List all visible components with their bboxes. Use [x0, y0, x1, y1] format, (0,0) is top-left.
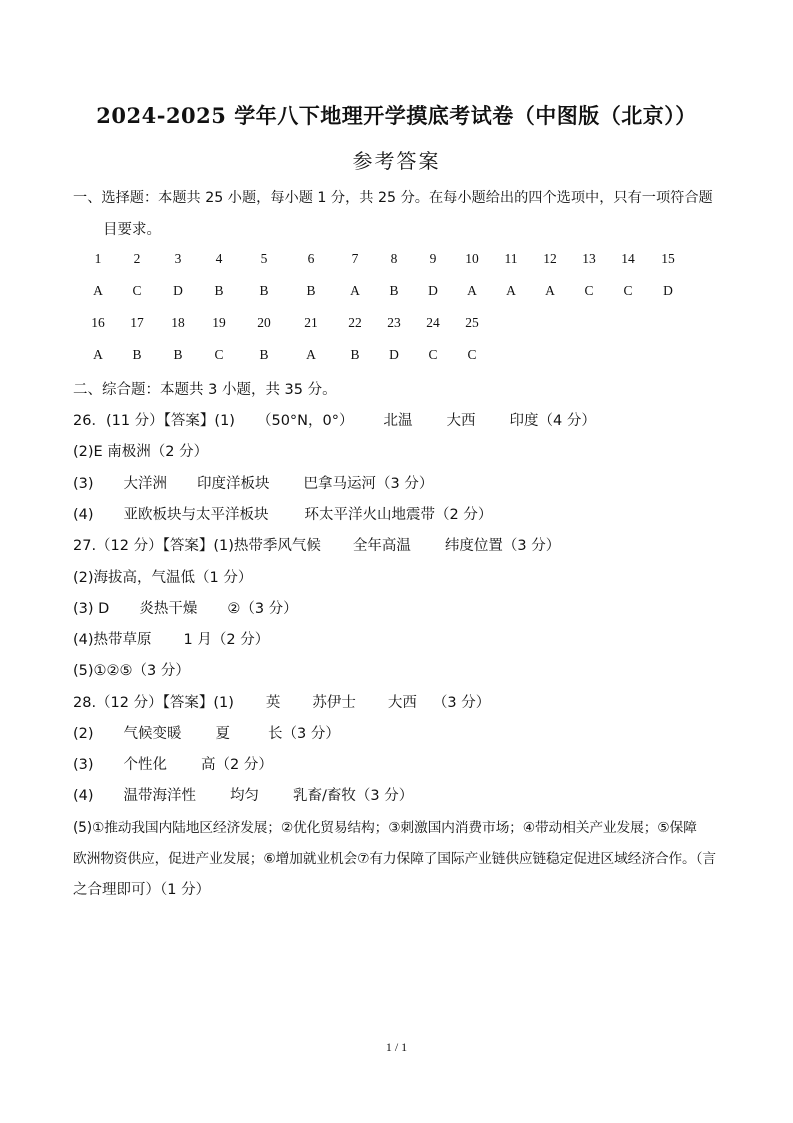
section2-heading: 二、综合题：本题共 3 小题，共 35 分。 — [73, 382, 337, 398]
section1-instructions-line2: 目要求。 — [103, 222, 161, 238]
q27-line3-label: (3) D — [73, 601, 110, 617]
q27-line3-part2: ②（3 分） — [227, 601, 298, 617]
q28-line3 — [73, 753, 273, 774]
question-number: 17 — [130, 315, 144, 330]
q27-line1 — [73, 534, 560, 555]
answer-letter: B — [259, 283, 269, 298]
q26-line4-part2: 环太平洋火山地震带（2 分） — [304, 507, 493, 523]
question-number: 11 — [504, 251, 518, 266]
answer-letter: B — [350, 347, 360, 362]
q28-part2: 苏伊士 — [312, 695, 356, 711]
q26-line4 — [73, 503, 492, 524]
section1-instructions-line1: 一、选择题：本题共 25 小题，每小题 1 分，共 25 分。在每小题给出的四个选项中，只有一项符合题 — [73, 190, 713, 206]
answer-letter: A — [93, 283, 103, 298]
answer-letter: B — [132, 347, 142, 362]
question-number: 8 — [390, 251, 398, 266]
question-number: 21 — [304, 315, 318, 330]
q28-line2-label: (2) — [73, 726, 94, 742]
q28-part4: （3 分） — [432, 695, 491, 711]
answer-letter: B — [214, 283, 224, 298]
question-number: 2 — [133, 251, 141, 266]
q26-answer-india: 印度（4 分） — [509, 413, 596, 429]
question-number: 14 — [621, 251, 635, 266]
q28-prefix: 28.（12 分）【答案】(1) — [73, 695, 234, 711]
answer-letter: C — [214, 347, 224, 362]
q28-line2-part2: 夏 — [215, 726, 231, 742]
question-number: 3 — [174, 251, 182, 266]
q27-part2: 纬度位置（3 分） — [444, 538, 561, 554]
q26-answer-zone: 北温 — [383, 413, 413, 429]
q28-line5b: 欧洲物资供应，促进产业发展；⑥增加就业机会⑦有力保障了国际产业链供应链稳定促进区域经济合作。（言 — [73, 851, 716, 867]
answer-letter: A — [350, 283, 360, 298]
question-number: 6 — [307, 251, 315, 266]
q26-line4-label: (4) — [73, 507, 94, 523]
q28-line5c: 之合理即可）（1 分） — [73, 882, 211, 898]
question-number: 19 — [212, 315, 226, 330]
document-subtitle: 参考答案 — [352, 149, 441, 173]
question-number: 13 — [582, 251, 596, 266]
q28-line3-label: (3) — [73, 757, 94, 773]
answer-letter: D — [428, 283, 438, 298]
answer-letter: D — [389, 347, 399, 362]
q26-line3-part3: 巴拿马运河（3 分） — [303, 476, 434, 492]
answer-letter: C — [584, 283, 594, 298]
answer-letter: A — [467, 283, 477, 298]
q27-line5: (5)①②⑤（3 分） — [73, 663, 190, 679]
question-number: 9 — [429, 251, 437, 266]
q28-line4-part3: 乳畜/畜牧（3 分） — [293, 788, 414, 804]
answer-letter: D — [663, 283, 673, 298]
page-number: 1 / 1 — [385, 1040, 408, 1054]
question-number: 16 — [91, 315, 105, 330]
q28-line3-part2: 高（2 分） — [201, 757, 273, 773]
q26-answer-coord: （50°N，0°） — [256, 413, 354, 429]
q28-line3-part1: 个性化 — [123, 757, 168, 773]
q28-line4-label: (4) — [73, 788, 94, 804]
answer-letter: B — [389, 283, 399, 298]
question-number: 12 — [543, 251, 557, 266]
q27-line4-label: (4)热带草原 — [73, 632, 152, 648]
q28-line4-part2: 均匀 — [230, 788, 260, 804]
question-number: 23 — [387, 315, 401, 330]
answer-letter: B — [306, 283, 316, 298]
q26-line3 — [73, 472, 433, 493]
question-number: 1 — [94, 251, 102, 266]
answer-letter: A — [93, 347, 103, 362]
question-number: 5 — [260, 251, 268, 266]
q28-part3: 大西 — [387, 695, 417, 711]
q26-line3-part2: 印度洋板块 — [197, 476, 270, 492]
question-number: 22 — [348, 315, 362, 330]
answer-letter: A — [545, 283, 555, 298]
question-number: 7 — [351, 251, 359, 266]
question-number: 10 — [465, 251, 479, 266]
q26-line2: (2)E 南极洲（2 分） — [73, 444, 209, 460]
q28-line2-part1: 气候变暖 — [123, 726, 182, 742]
q26-line3-label: (3) — [73, 476, 94, 492]
q28-line2-part3: 长（3 分） — [268, 726, 340, 742]
q28-line5a: (5)①推动我国内陆地区经济发展；②优化贸易结构；③刺激国内消费市场；④带动相关产业发展；⑤保障 — [73, 820, 697, 836]
q26-prefix: 26．(11 分）【答案】(1) — [73, 413, 235, 429]
q28-line1 — [73, 691, 490, 712]
q26-line1 — [73, 409, 596, 430]
q27-line4 — [73, 628, 269, 649]
q26-line3-part1: 大洋洲 — [123, 476, 168, 492]
q27-part1: 全年高温 — [352, 538, 411, 554]
q28-line2 — [73, 722, 340, 743]
q27-line3 — [73, 597, 298, 618]
question-number: 20 — [257, 315, 271, 330]
answer-letter: D — [173, 283, 183, 298]
answer-letter: A — [506, 283, 516, 298]
question-number: 18 — [171, 315, 185, 330]
answer-letter: C — [467, 347, 477, 362]
answer-letter: C — [623, 283, 633, 298]
question-number: 24 — [426, 315, 440, 330]
q28-line4-part1: 温带海洋性 — [123, 788, 197, 804]
document-title: 2024-2025 学年八下地理开学摸底考试卷（中图版（北京）） — [96, 103, 697, 128]
q28-part1: 英 — [265, 695, 281, 711]
q26-line4-part1: 亚欧板块与太平洋板块 — [123, 507, 269, 523]
answer-letter: C — [428, 347, 438, 362]
question-number: 15 — [661, 251, 675, 266]
q27-line4-part1: 1 月（2 分） — [183, 632, 270, 648]
answer-letter: B — [173, 347, 183, 362]
q26-answer-ocean: 大西 — [446, 413, 476, 429]
answer-letter: A — [306, 347, 316, 362]
q27-line2: (2)海拔高，气温低（1 分） — [73, 570, 253, 586]
q27-prefix: 27.（12 分）【答案】(1)热带季风气候 — [73, 538, 321, 554]
question-number: 25 — [465, 315, 479, 330]
q27-line3-part1: 炎热干燥 — [139, 601, 198, 617]
answer-letter: B — [259, 347, 269, 362]
answer-letter: C — [132, 283, 142, 298]
question-number: 4 — [215, 251, 223, 266]
q28-line4 — [73, 784, 413, 805]
